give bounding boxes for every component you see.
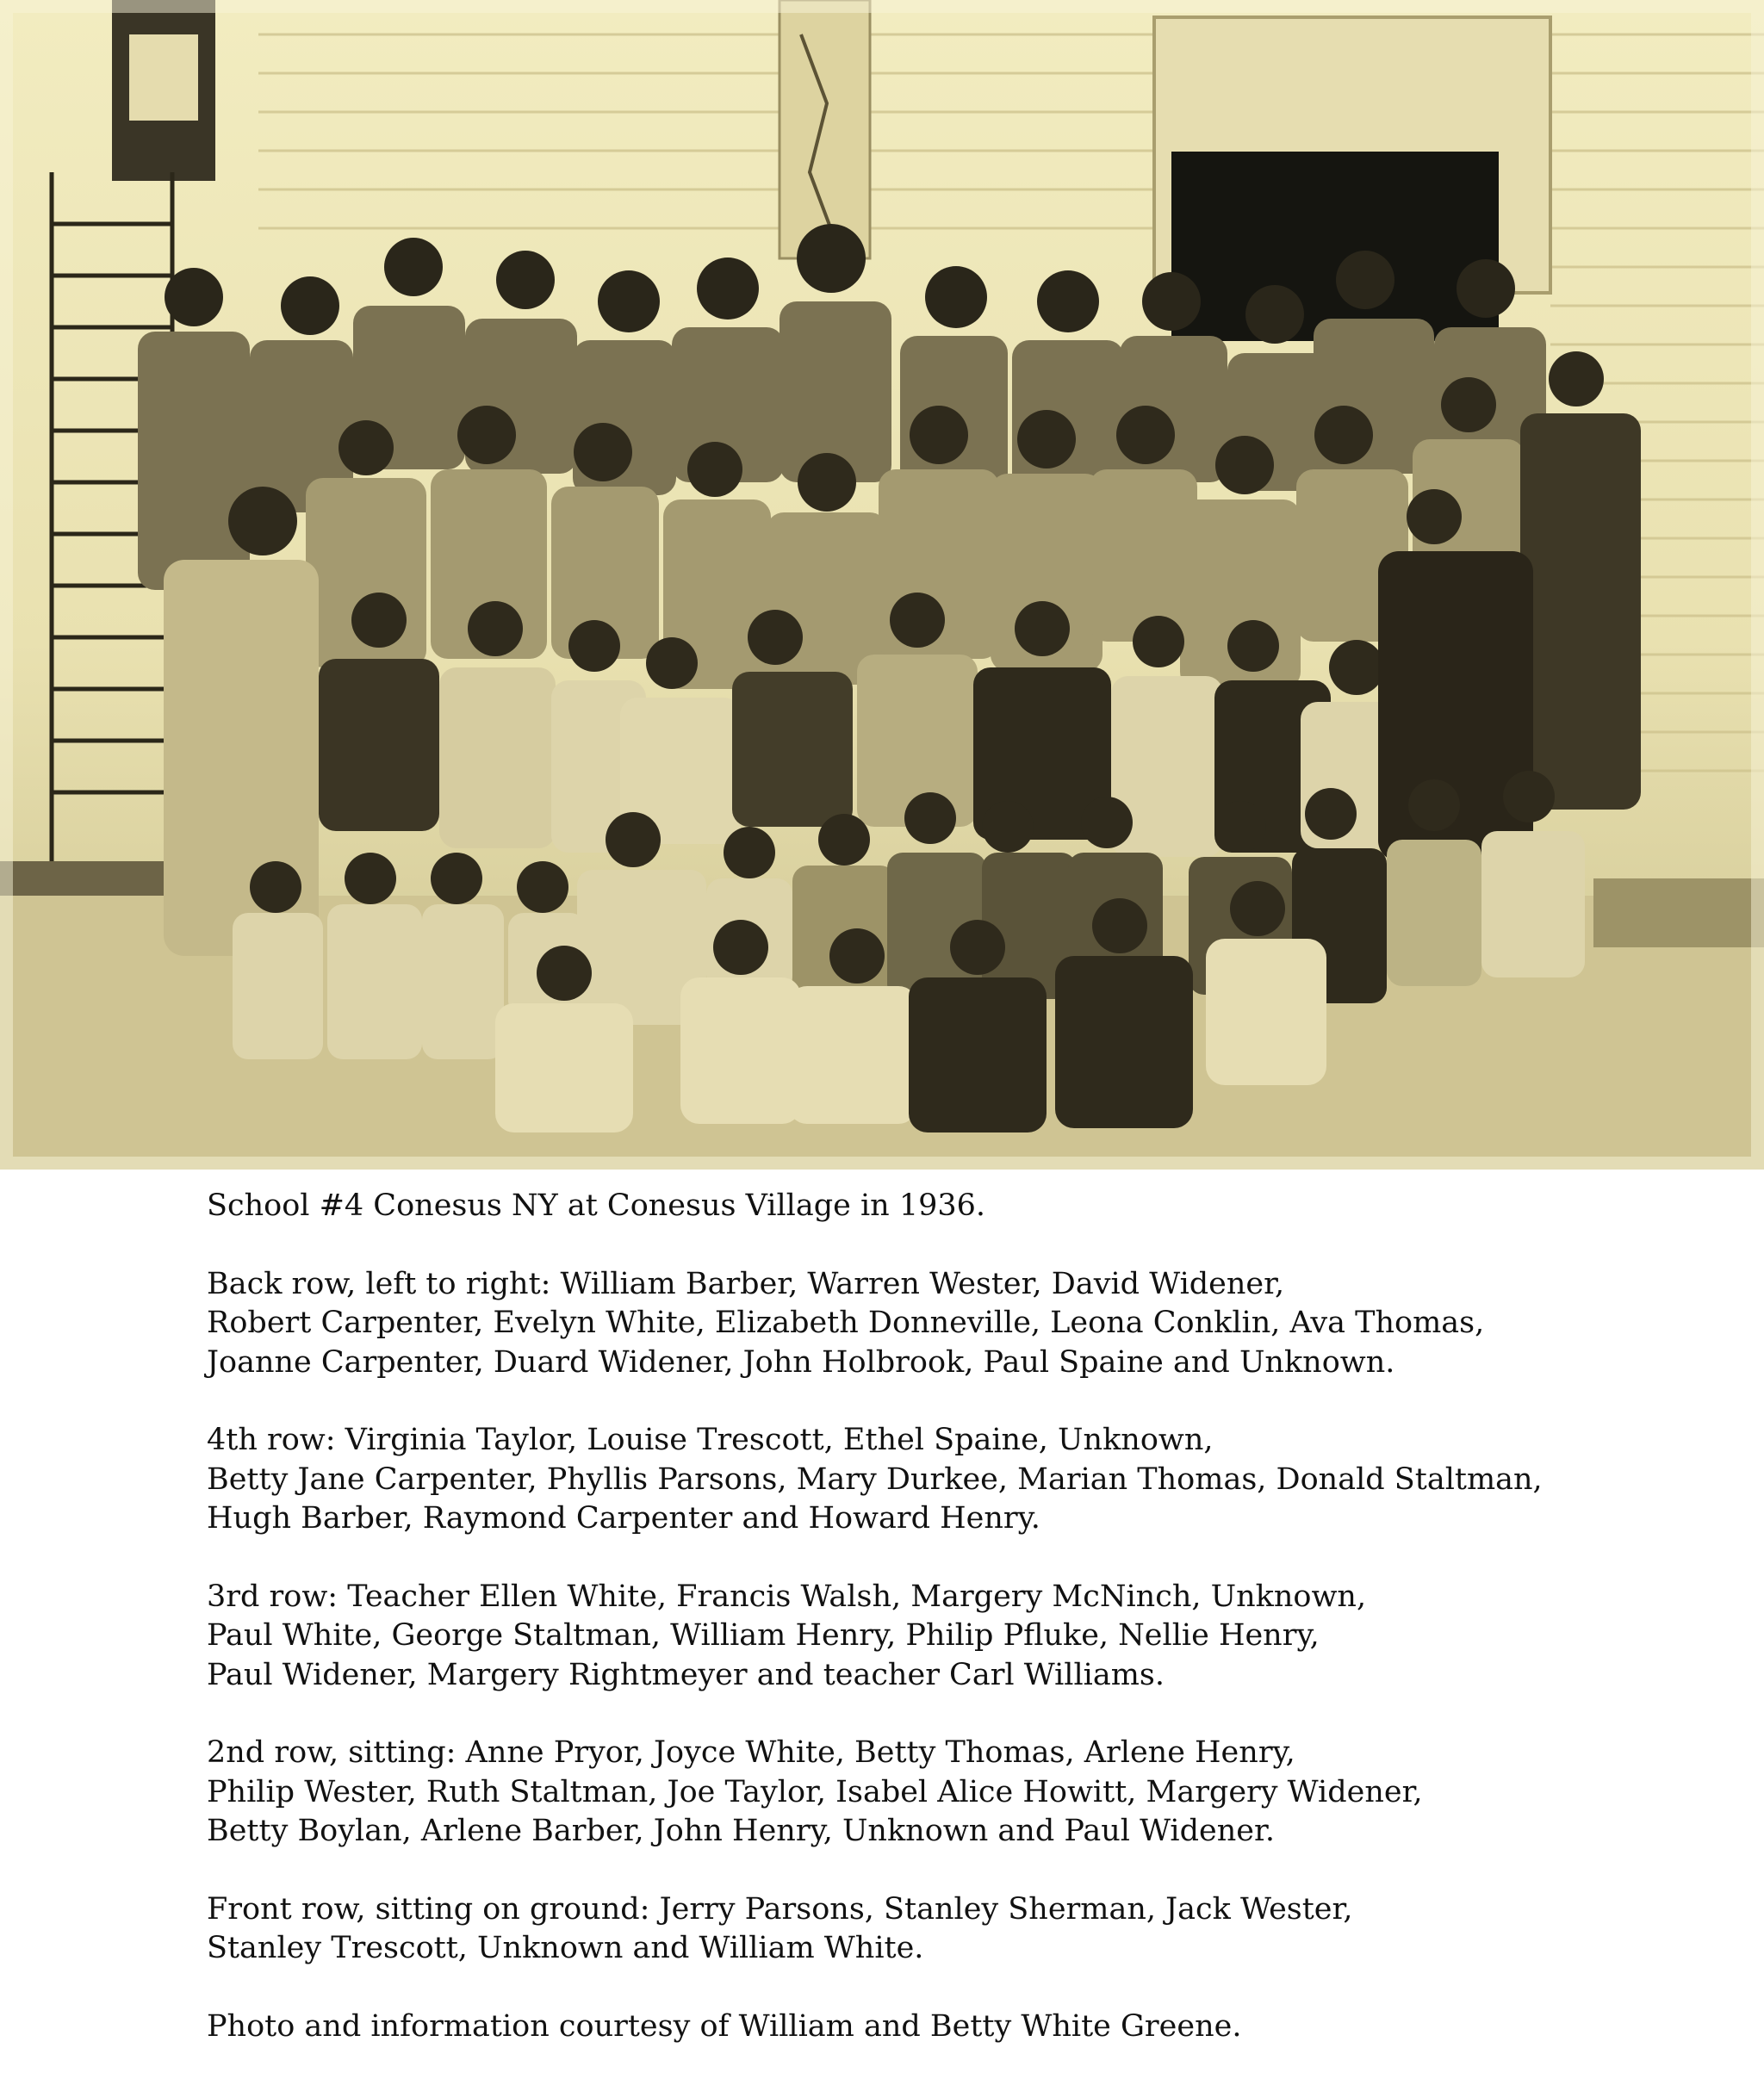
third-row-line: Paul Widener, Margery Rightmeyer and teacher Carl Williams. — [207, 1657, 1165, 1692]
caption-third-row — [207, 1578, 1671, 1696]
caption-fourth-row — [207, 1421, 1671, 1539]
caption-front-row — [207, 1890, 1671, 1969]
back-row-line: Robert Carpenter, Evelyn White, Elizabeth Donneville, Leona Conklin, Ava Thomas, — [207, 1306, 1485, 1340]
caption-title — [207, 1187, 1671, 1226]
front-row-line: Front row, sitting on ground: Jerry Parsons, Stanley Sherman, Jack Wester, — [207, 1891, 1353, 1927]
caption-second-row — [207, 1734, 1671, 1852]
front-row-line: Stanley Trescott, Unknown and William White. — [207, 1931, 924, 1965]
caption-title-text: School #4 Conesus NY at Conesus Village in 1936. — [207, 1188, 986, 1223]
fourth-row-line: Betty Jane Carpenter, Phyllis Parsons, Mary Durkee, Marian Thomas, Donald Staltman, — [207, 1461, 1543, 1497]
second-row-line: Betty Boylan, Arlene Barber, John Henry, Unknown and Paul Widener. — [207, 1814, 1276, 1848]
third-row-line: 3rd row: Teacher Ellen White, Francis Walsh, Margery McNinch, Unknown, — [207, 1579, 1367, 1614]
second-row-line: Philip Wester, Ruth Staltman, Joe Taylor, Isabel Alice Howitt, Margery Widener, — [207, 1774, 1423, 1809]
photo-caption — [207, 1187, 1671, 2085]
back-row-line: Back row, left to right: William Barber, Warren Wester, David Widener, — [207, 1266, 1285, 1301]
second-row-line: 2nd row, sitting: Anne Pryor, Joyce White, Betty Thomas, Arlene Henry, — [207, 1735, 1295, 1770]
fourth-row-line: 4th row: Virginia Taylor, Louise Trescott, Ethel Spaine, Unknown, — [207, 1423, 1214, 1457]
credit-text: Photo and information courtesy of William and Betty White Greene. — [207, 2008, 1242, 2044]
third-row-line: Paul White, George Staltman, William Henry, Philip Pfluke, Nellie Henry, — [207, 1618, 1320, 1653]
back-row-line: Joanne Carpenter, Duard Widener, John Holbrook, Paul Spaine and Unknown. — [207, 1344, 1395, 1380]
fourth-row-line: Hugh Barber, Raymond Carpenter and Howard Henry. — [207, 1501, 1040, 1536]
caption-credit — [207, 2007, 1671, 2047]
caption-back-row — [207, 1265, 1671, 1383]
